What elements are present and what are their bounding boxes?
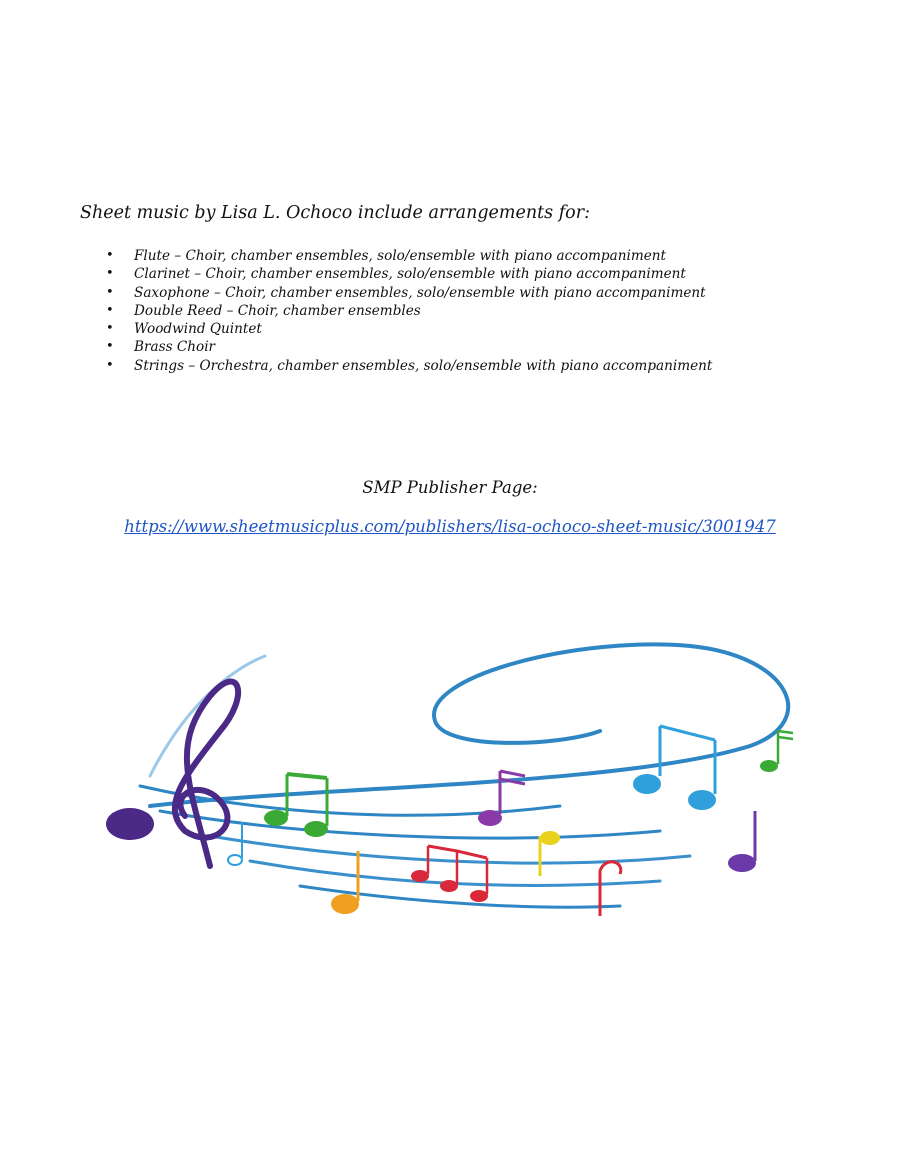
list-item-text: Double Reed – Choir, chamber ensembles bbox=[134, 302, 421, 319]
orange-note-icon bbox=[331, 851, 359, 914]
bullet-icon: • bbox=[106, 302, 114, 318]
list-item bbox=[106, 338, 712, 356]
list-item bbox=[106, 265, 712, 283]
publisher-link[interactable]: https://www.sheetmusicplus.com/publishers/lisa-ochoco-sheet-music/3001947 bbox=[124, 517, 776, 536]
clef-dot bbox=[106, 808, 154, 840]
bullet-icon: • bbox=[106, 339, 114, 355]
list-item-text: Saxophone – Choir, chamber ensembles, solo/ensemble with piano accompaniment bbox=[134, 284, 706, 301]
list-item bbox=[106, 302, 712, 320]
blue-note-small-icon bbox=[228, 822, 242, 865]
list-item bbox=[106, 357, 712, 375]
publisher-link-wrapper bbox=[0, 517, 900, 536]
intro-heading: Sheet music by Lisa L. Ochoco include arrangements for: bbox=[80, 203, 590, 223]
bullet-icon: • bbox=[106, 266, 114, 282]
list-item-text: Clarinet – Choir, chamber ensembles, solo/ensemble with piano accompaniment bbox=[134, 266, 686, 283]
staff-swirl-line bbox=[150, 644, 788, 806]
music-notes-illustration bbox=[100, 636, 800, 926]
publisher-label: SMP Publisher Page: bbox=[362, 478, 538, 497]
list-item bbox=[106, 247, 712, 265]
list-item-text: Strings – Orchestra, chamber ensembles, solo/ensemble with piano accompaniment bbox=[134, 357, 713, 374]
yellow-note-icon bbox=[540, 831, 560, 876]
staff-swirl-line bbox=[150, 656, 265, 776]
list-item bbox=[106, 284, 712, 302]
list-item-text: Flute – Choir, chamber ensembles, solo/ensemble with piano accompaniment bbox=[134, 248, 666, 264]
list-item-text: Woodwind Quintet bbox=[134, 321, 262, 338]
arrangements-list bbox=[106, 247, 712, 375]
purple-note-right-icon bbox=[728, 811, 756, 872]
list-item bbox=[106, 320, 712, 338]
list-item-text: Brass Choir bbox=[134, 339, 216, 356]
bullet-icon: • bbox=[106, 357, 114, 373]
bullet-icon: • bbox=[106, 248, 114, 263]
bullet-icon: • bbox=[106, 321, 114, 337]
bullet-icon: • bbox=[106, 284, 114, 300]
